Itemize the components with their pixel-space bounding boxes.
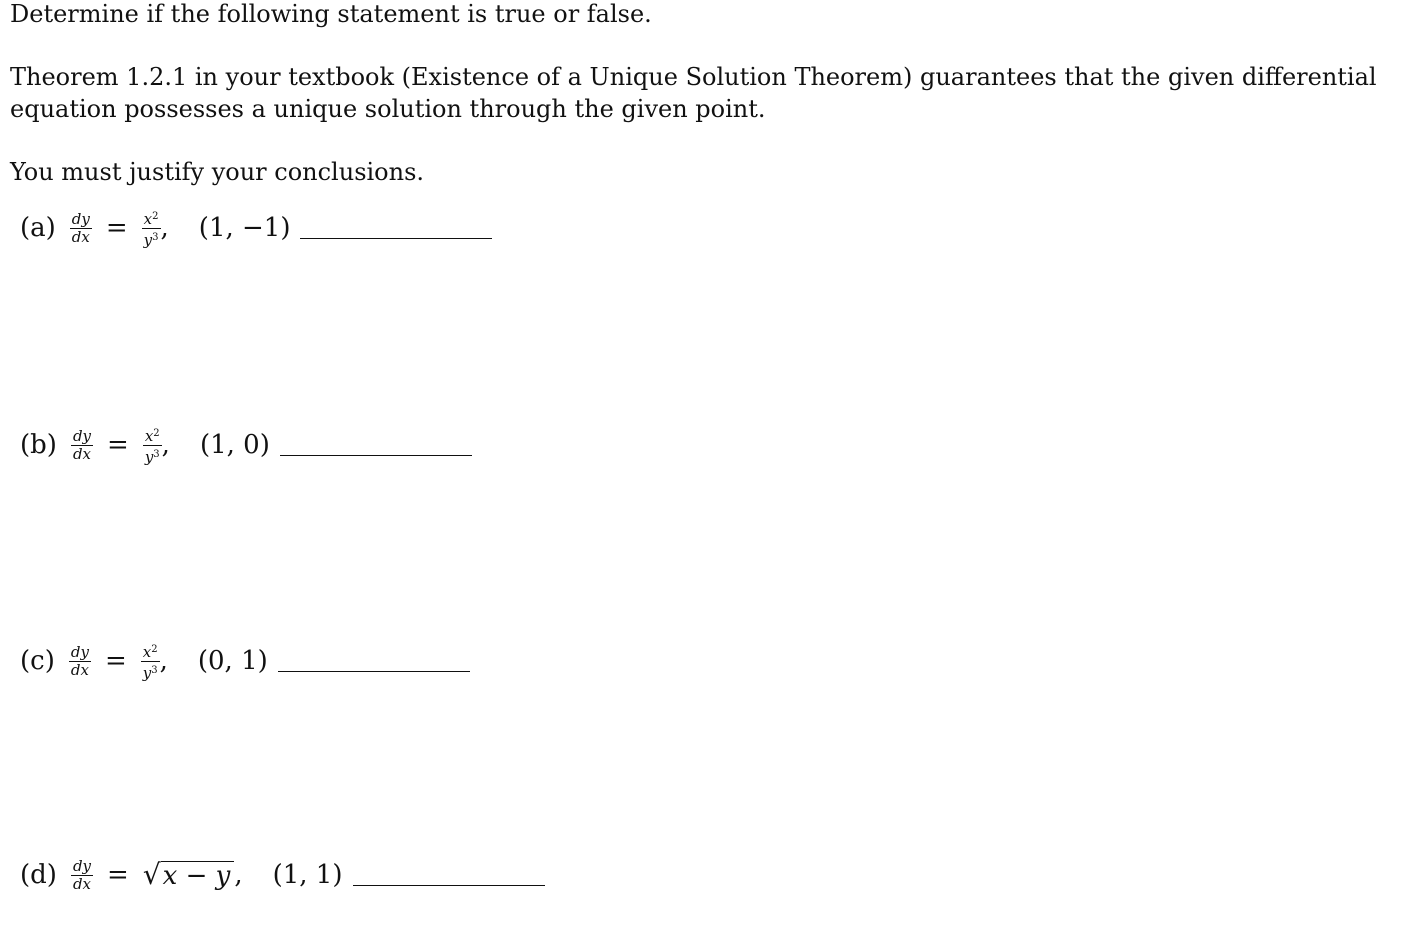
instruction-text: Determine if the following statement is true or false. bbox=[10, 0, 652, 28]
rhs-denominator bbox=[141, 662, 160, 681]
justify-instruction: You must justify your conclusions. bbox=[10, 158, 425, 186]
derivative-fraction bbox=[71, 426, 93, 463]
problem-d bbox=[20, 845, 545, 905]
initial-point: (1, −1) bbox=[198, 213, 291, 243]
initial-point: (0, 1) bbox=[197, 646, 268, 676]
rhs-numerator-base: x bbox=[144, 426, 154, 445]
answer-blank[interactable] bbox=[280, 453, 472, 456]
problem-label: (d) bbox=[20, 860, 57, 890]
rhs-fraction bbox=[141, 642, 160, 681]
fraction-numerator: dy bbox=[72, 856, 92, 875]
fraction-denominator: dx bbox=[72, 874, 91, 893]
problem-label: (a) bbox=[20, 213, 56, 243]
equals-sign: = bbox=[104, 646, 127, 676]
rhs-numerator-base: x bbox=[143, 209, 153, 228]
answer-blank[interactable] bbox=[353, 883, 545, 886]
rhs-numerator-exponent: 2 bbox=[152, 210, 159, 222]
rhs-fraction bbox=[143, 426, 162, 465]
problem-c bbox=[20, 631, 470, 691]
rhs-denominator-exponent: 3 bbox=[151, 664, 158, 676]
problem-label: (b) bbox=[20, 430, 57, 460]
fraction-denominator: dx bbox=[72, 444, 91, 463]
problem-label: (c) bbox=[20, 646, 55, 676]
equals-sign: = bbox=[107, 860, 129, 890]
rhs-denominator-exponent: 3 bbox=[152, 231, 159, 243]
equals-sign: = bbox=[107, 430, 129, 460]
theorem-statement-line-2: equation possesses a unique solution through the given point. bbox=[10, 95, 766, 123]
fraction-denominator: dx bbox=[71, 227, 90, 246]
rhs-numerator bbox=[142, 209, 161, 229]
comma: , bbox=[234, 860, 243, 890]
answer-blank[interactable] bbox=[278, 669, 470, 672]
derivative-fraction bbox=[71, 856, 93, 893]
rhs-fraction bbox=[142, 209, 161, 248]
comma: , bbox=[161, 430, 170, 460]
rhs-denominator bbox=[143, 446, 162, 465]
rhs-numerator-base: x bbox=[142, 642, 152, 661]
rhs-denominator-base: y bbox=[142, 663, 152, 682]
problem-a bbox=[20, 198, 492, 258]
rhs-numerator-exponent: 2 bbox=[151, 643, 158, 655]
square-root-expression bbox=[142, 857, 235, 891]
derivative-fraction bbox=[69, 642, 91, 679]
fraction-numerator: dy bbox=[71, 209, 90, 228]
initial-point: (1, 1) bbox=[272, 860, 343, 890]
comma: , bbox=[160, 213, 169, 243]
rhs-numerator-exponent: 2 bbox=[153, 427, 160, 439]
rhs-denominator-base: y bbox=[143, 230, 153, 249]
derivative-fraction bbox=[70, 209, 92, 246]
fraction-denominator: dx bbox=[70, 660, 89, 679]
rhs-numerator bbox=[141, 642, 160, 662]
comma: , bbox=[159, 646, 168, 676]
fraction-numerator: dy bbox=[72, 426, 92, 445]
rhs-denominator-base: y bbox=[144, 447, 154, 466]
rhs-denominator-exponent: 3 bbox=[153, 448, 160, 460]
radicand: x − y bbox=[161, 861, 235, 890]
rhs-numerator bbox=[143, 426, 162, 446]
radical-sign: √ bbox=[142, 857, 161, 891]
initial-point: (1, 0) bbox=[199, 430, 270, 460]
theorem-statement-line-1: Theorem 1.2.1 in your textbook (Existence of a Unique Solution Theorem) guarantees that the given differential bbox=[10, 63, 1377, 91]
rhs-denominator bbox=[142, 229, 161, 248]
equals-sign: = bbox=[105, 213, 128, 243]
problem-b bbox=[20, 415, 472, 475]
answer-blank[interactable] bbox=[300, 236, 492, 239]
fraction-numerator: dy bbox=[70, 642, 89, 661]
